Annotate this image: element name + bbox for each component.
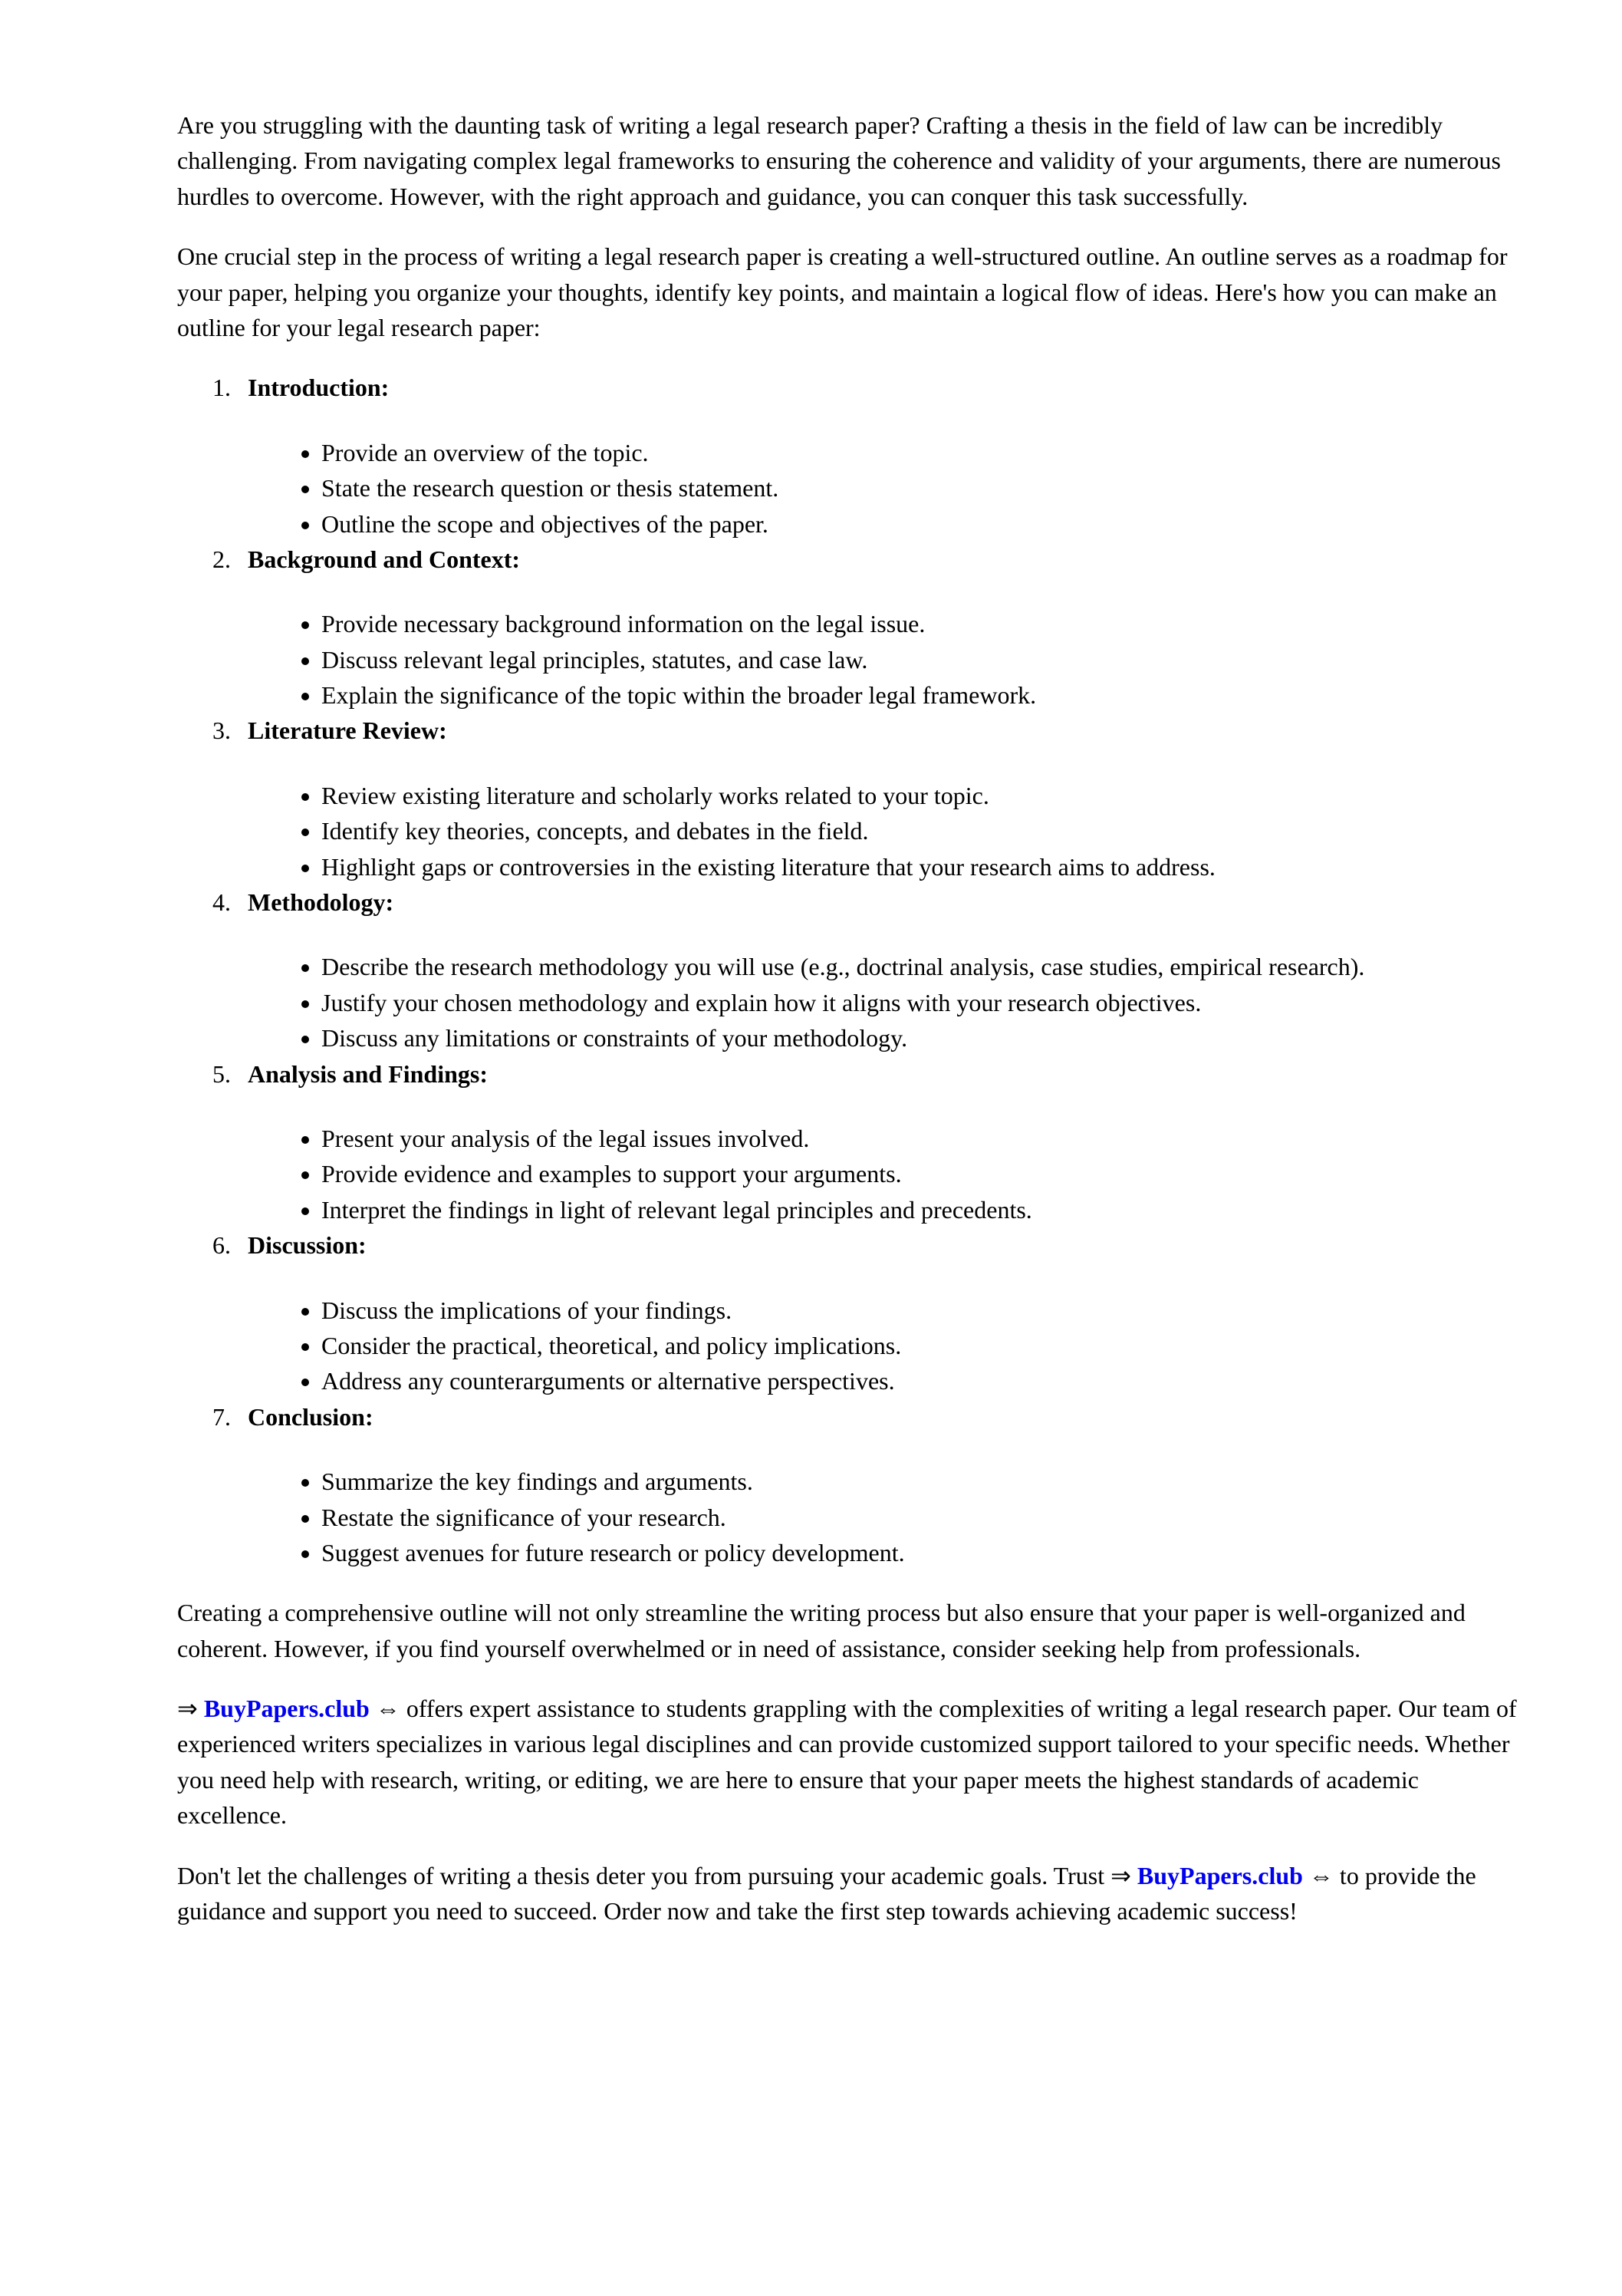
outline-item (177, 370, 1530, 542)
outline-sublist (248, 949, 1530, 1056)
paragraph-promo-2 (177, 1858, 1530, 1929)
outline-heading: Discussion: (248, 1231, 367, 1260)
outline-heading: Methodology: (248, 888, 394, 917)
outline-bullet: • Discuss relevant legal principles, statutes, and case law. (321, 642, 1530, 677)
outline-bullet: • Discuss any limitations or constraints of your methodology. (321, 1020, 1530, 1056)
outline-bullet: • Provide an overview of the topic. (321, 435, 1530, 470)
outline-heading: Conclusion: (248, 1402, 373, 1431)
outline-bullet: • Provide evidence and examples to support your arguments. (321, 1156, 1530, 1191)
outline-bullet: • Highlight gaps or controversies in the existing literature that your research aims to address. (321, 849, 1530, 884)
outline-bullet: • Explain the significance of the topic within the broader legal framework. (321, 677, 1530, 713)
buypapers-link[interactable]: BuyPapers.club (1137, 1861, 1303, 1889)
outline-bullet: • Justify your chosen methodology and explain how it aligns with your research objectives. (321, 985, 1530, 1020)
buypapers-link[interactable]: BuyPapers.club (203, 1695, 370, 1723)
outline-sublist (248, 1121, 1530, 1227)
promo-text: Don't let the challenges of writing a thesis deter you from pursuing your academic goals. Trust (177, 1861, 1111, 1889)
paragraph-promo-1 (177, 1691, 1530, 1833)
paragraph-intro: Are you struggling with the daunting task of writing a legal research paper? Crafting a thesis in the field of law can be incredibly challenging. From navigating complex legal frameworks to ensuring the coherence and validity of your arguments, there are numerous hurdles to overcome. However, with the right approach and guidance, you can conquer this task successfully. (177, 111, 1501, 210)
outline-bullet: • Identify key theories, concepts, and debates in the field. (321, 813, 1530, 848)
outline-bullet: • Consider the practical, theoretical, and policy implications. (321, 1328, 1530, 1363)
outline-number: 2. (212, 545, 231, 573)
outline-item (177, 1056, 1530, 1228)
outline-bullet: • Interpret the findings in light of relevant legal principles and precedents. (321, 1192, 1530, 1227)
outline-sublist (248, 1464, 1530, 1570)
double-right-arrow-icon: ⇒ (177, 1695, 204, 1723)
outline-heading: Introduction: (248, 374, 390, 402)
outline-sublist (248, 778, 1530, 884)
outline-sublist (248, 1293, 1530, 1399)
paragraph-outline-lead: One crucial step in the process of writing a legal research paper is creating a well-structured outline. An outline serves as a roadmap for your paper, helping you organize your thoughts, identify key points, and maintain a logical flow of ideas. Here's how you can make an outline for your legal research paper: (177, 242, 1508, 341)
outline-item (177, 713, 1530, 884)
paragraph-closing: Creating a comprehensive outline will not only streamline the writing process but also ensure that your paper is well-organized and coherent. However, if you find yourself overwhelmed or in need of assistance, consider seeking help from professionals. (177, 1599, 1466, 1662)
outline-number: 1. (212, 374, 231, 402)
outline-list (177, 370, 1530, 1570)
outline-bullet: • State the research question or thesis statement. (321, 470, 1530, 506)
outline-bullet: • Outline the scope and objectives of the paper. (321, 506, 1530, 542)
article-body (177, 107, 1530, 1953)
outline-number: 4. (212, 888, 231, 917)
outline-heading: Background and Context: (248, 545, 521, 573)
outline-number: 7. (212, 1402, 231, 1431)
outline-sublist (248, 606, 1530, 713)
promo-text: offers expert assistance to students grappling with the complexities of writing a legal research paper. Our team of experienced writers specializes in various legal disciplines and can provide customized support tailored to your specific needs. Whether you need help with research, writing, or editing, we are here to ensure that your paper meets the highest standards of academic excellence. (177, 1695, 1517, 1830)
outline-heading: Analysis and Findings: (248, 1059, 489, 1088)
outline-number: 6. (212, 1231, 231, 1260)
outline-item (177, 542, 1530, 713)
outline-item (177, 884, 1530, 1056)
outline-sublist (248, 435, 1530, 542)
outline-bullet: • Suggest avenues for future research or policy development. (321, 1535, 1530, 1570)
double-right-arrow-icon: ⇒ (1110, 1861, 1137, 1889)
outline-bullet: • Restate the significance of your research. (321, 1500, 1530, 1535)
outline-bullet: • Discuss the implications of your findings. (321, 1293, 1530, 1328)
outline-bullet: • Review existing literature and scholarly works related to your topic. (321, 778, 1530, 813)
outline-bullet: • Address any counterarguments or alternative perspectives. (321, 1363, 1530, 1398)
outline-bullet: • Provide necessary background information on the legal issue. (321, 606, 1530, 641)
outline-number: 5. (212, 1059, 231, 1088)
left-right-arrow-icon: ⇔ (369, 1695, 400, 1723)
outline-item (177, 1227, 1530, 1399)
outline-bullet: • Describe the research methodology you will use (e.g., doctrinal analysis, case studies, empirical research). (321, 949, 1530, 984)
outline-bullet: • Present your analysis of the legal issues involved. (321, 1121, 1530, 1156)
outline-item (177, 1399, 1530, 1571)
outline-bullet: • Summarize the key findings and arguments. (321, 1464, 1530, 1499)
outline-number: 3. (212, 716, 231, 745)
left-right-arrow-icon: ⇔ (1302, 1861, 1334, 1889)
promo-text: to provide the guidance and support you need to succeed. Order now and take the first step towards achieving academic success! (177, 1861, 1476, 1925)
outline-heading: Literature Review: (248, 716, 447, 745)
